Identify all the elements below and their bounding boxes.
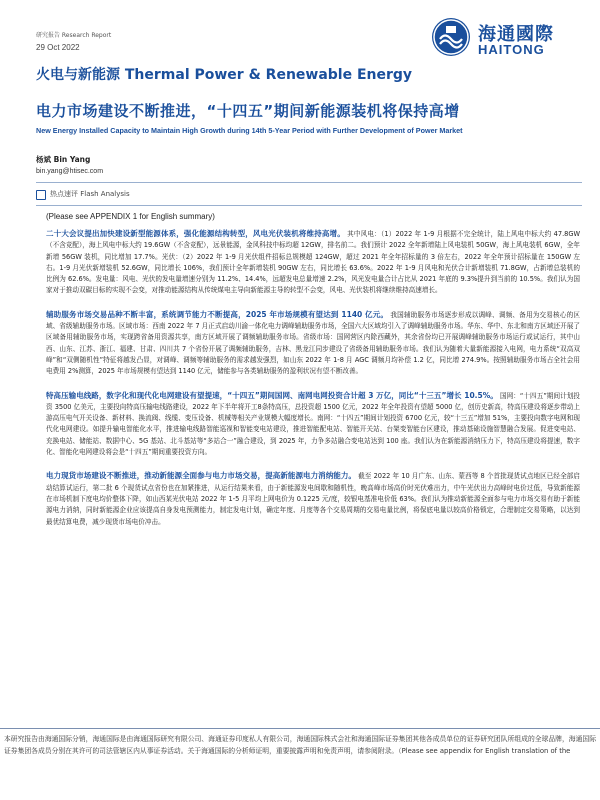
paragraph-lead: 特高压输电线路，数字化和现代化电网建设有望提速，“十四五”期间国网、南网电网投资合计超 3 万亿，同比“十三五”增长 10.5%。 (46, 390, 498, 400)
analyst-email[interactable]: bin.yang@htisec.com (36, 168, 104, 175)
paragraph-lead: 电力现货市场建设不断推进，推动新能源全面参与电力市场交易，提高新能源电力消纳能力。 (46, 471, 356, 481)
paragraph-text: 其中风电：（1）2022 年 1-9 月根据不完全统计，陆上风电中标大约 47.8GW（不含竞配），海上风电中标大约 19.6GW（不含竞配），远景能源，金风科技中标均超 12GW，排名前二。我们预计 2022 全年新增陆上风电装机 50GW，海上风电装机 6GW，全年新增 56GW 装机，同比增加 17.7%。光伏：（2）2022 年 1-9 月光伏组件招标总规模超 124GW，超过 2021 年全年招标量的 3 倍左右，2022 年全年预计招标量在 150GW 左右。1-9 月光伏新增装机 52.6GW，同比增长 106%，我们预计全年新增装机 90GW 左右，同比增长 63.6%。2022 年 1-9 月风电和光伏合计新增装机 71.8GW，占新增总装机的比例为 62.6%。发电量：风电、光伏的发电量增速分别为 11.2%、14.4%，远超发电总量增速 2.2%，风光发电量合计占比从 2021 年底的 9.3%提升到当前的 10.5%。我们认为国家对于推动双碳目标的实现不会变，对推动能源结构从传统煤电主导向新能源主导的转型不会变，风电、光伏装机将继续维持高速增长。 (46, 230, 580, 295)
logo-text-en: HAITONG (478, 42, 545, 57)
analyst-name: 杨斌 Bin Yang (36, 155, 91, 164)
report-date: 29 Oct 2022 (36, 43, 80, 52)
logo-text-cn: 海通國際 (478, 24, 554, 45)
paragraph-wind-solar (46, 228, 580, 297)
divider (36, 205, 582, 206)
report-title-en: New Energy Installed Capacity to Maintain High Growth during 14th 5-Year Period with Further Development of Power Market (36, 126, 463, 135)
divider (36, 182, 582, 183)
haitong-logo (432, 14, 582, 60)
footer-divider (0, 728, 600, 729)
logo-mark-icon (432, 18, 470, 56)
report-title-cn: 电力市场建设不断推进，“十四五”期间新能源装机将保持高增 (36, 102, 460, 120)
flash-analysis-tag: 热点速评 Flash Analysis (36, 189, 130, 201)
appendix-note: (Please see APPENDIX 1 for English summary) (46, 212, 215, 221)
paragraph-text: 截至 2022 年 10 月广东、山东、蒙西等 8 个首批现货试点地区已经全部启动结算试运行，第二批 6 个现货试点省份也在加紧推进，从运行结果来看，由于新能源发电间歇和随机性，晚高峰市场高价时光伏难出力，中午光伏出力高峰时电价过低，导致新能源在市场机制下度电均价整体下降，如山西某光伏电站 2022 年 1-5 月平均上网电价为 0.1225 元/度，较银电基准电价低 63%。我们认为推动新能源全面参与电力市场交易有助于新能源电力消纳，同时新能源企业应该提高自身发电预测能力，制定发电计划，确定年度、月度等各个交易周期的交易电量比例，将保底电量以较高价格锁定，合理制定交易策略，以达到最优结算电费，减少现货市场电价冲击。 (46, 472, 580, 526)
paragraph-text: 我国辅助服务市场逐步形成以调峰、调频、备用为交易核心的区域、省级辅助服务市场。区域市场：西南 2022 年 7 月正式启动川渝一体化电力调峰辅助服务市场，全国六大区域均引入了调峰辅助服务市场。华东、华中、东北和南方区域还开展了区域备用辅助服务市场，实现跨省备用资源共享，南方区域开展了调频辅助服务市场。省级市场：国网营区内除西藏外，其余省份均已开展调峰辅助服务市场运行或试运行，其中山西、山东、江苏、浙江、福建、甘肃、四川共 7 个省份开展了调频辅助服务，吉林、黑龙江同步建设了省级备用辅助服务市场。我们认为随着大量新能源接入电网，电力系统“双高双峰”和“双侧随机性”特征将越发凸显，对调峰、调频等辅助服务的需求越发强烈，如山东 2022 年 1-8 月 AGC 调频月均补偿 1.2 亿，同比增 274.9%。按照辅助服务市场占全社会用电费用 2%测算，2025 年市场规模有望达到 1140 亿元，储能参与各类辅助服务的盈利状况有望不断改善。 (46, 310, 580, 376)
paragraph-lead: 辅助服务市场交易品种不断丰富，系统调节能力不断提高，2025 年市场规模有望达到 1140 亿元。 (46, 309, 389, 319)
disclaimer-footer: 本研究报告由海通国际分销，海通国际是由海通国际研究有限公司、海通证券印度私人有限公司，海通国际株式会社和海通国际证券集团其他各成员单位的证券研究团队所组成的全球品牌，海通国际证券集团各成员分别在其许可的司法管辖区内从事证券活动。关于海通国际的分析师证明，重要披露声明和免责声明，请参阅附录。（Please see appendix for English translation of the (4, 735, 596, 756)
paragraph-lead: 二十大会议提出加快建设新型能源体系，强化能源结构转型，风电光伏装机将维持高增。 (46, 229, 345, 238)
sector-title: 火电与新能源 Thermal Power & Renewable Energy (36, 67, 413, 83)
paragraph-text: 国网：“十四五”期间计划投资 3500 亿美元，主要投向特高压输电线路建设，2022 年下半年将开工8条特高压，总投资超 1500 亿元，2022 年全年投资有望超 5000 亿，创历史新高，特高压建设将逐步带动上游高压电气开关设备、新材料、换流阀、线缆、变压设备、机械等相关产业规模大幅度增长。南网：“十四五”期间计划投资 6700 亿元，较“十三五”增加 51%，主要投向数字电网和现代化电网建设。如提升输电智能化水平，推进输电线路智能巡视和智能变电站建设，推进智能配电站、智能开关站、台架变智能台区建设，推动基础设施智慧融合发展。促进变电站、充换电站、储能站、数据中心、5G 基站、北斗基站等“多站合一”融合建设，到 2025 年，力争多站融合变电站达到 100 座。我们认为在新能源消纳压力下，特高压建设将提速，数字化、智能化电网建设将会是“十四五”期间重要投资方向。 (46, 391, 580, 457)
paragraph-ancillary-services (46, 309, 580, 378)
report-body (46, 228, 580, 540)
report-type-label: 研究报告 Research Report (36, 32, 112, 39)
paragraph-spot-market (46, 470, 580, 527)
paragraph-uhv-grid (46, 390, 580, 459)
